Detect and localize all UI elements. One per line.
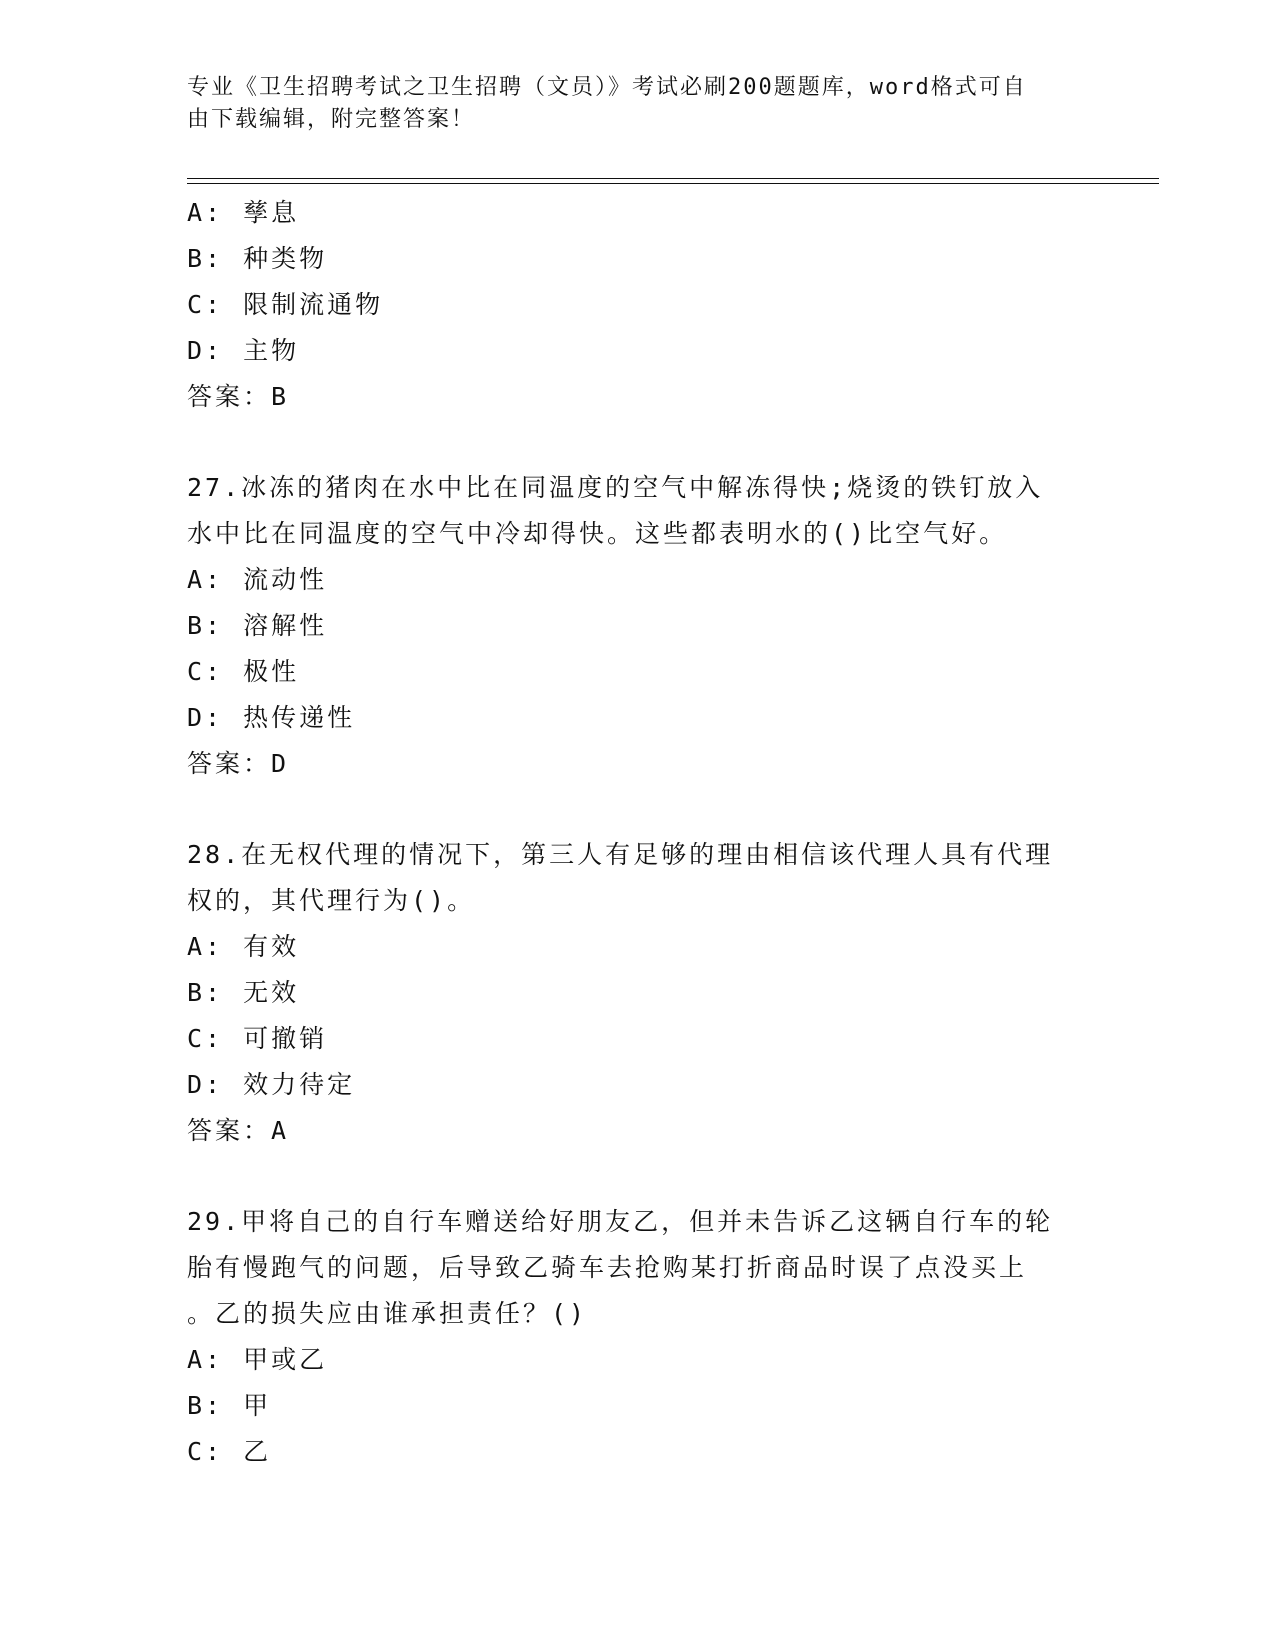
option-a: A: 流动性 <box>187 565 328 594</box>
header-line-1: 专业《卫生招聘考试之卫生招聘（文员）》考试必刷200题题库，word格式可自 <box>187 75 1027 100</box>
option-a: A: 有效 <box>187 932 300 961</box>
header-divider-top <box>187 178 1159 179</box>
question-29 <box>187 1199 1087 1475</box>
question-stem: 29.甲将自己的自行车赠送给好朋友乙，但并未告诉乙这辆自行车的轮 胎有慢跑气的问题，后导致乙骑车去抢购某打折商品时误了点没买上 。乙的损失应由谁承担责任？() <box>187 1207 1054 1328</box>
option-b: B: 种类物 <box>187 244 328 273</box>
carry-over-block <box>187 190 1087 420</box>
option-d: D: 热传递性 <box>187 703 356 732</box>
option-c: C: 极性 <box>187 657 300 686</box>
option-c: C: 限制流通物 <box>187 290 384 319</box>
option-b: B: 无效 <box>187 978 300 1007</box>
answer-line: 答案：A <box>187 1116 290 1145</box>
question-stem: 28.在无权代理的情况下，第三人有足够的理由相信该代理人具有代理 权的，其代理行为()。 <box>187 840 1054 915</box>
option-d: D: 效力待定 <box>187 1070 356 1099</box>
option-b: B: 溶解性 <box>187 611 328 640</box>
answer-line: 答案：D <box>187 749 290 778</box>
option-c: C: 乙 <box>187 1437 272 1466</box>
question-content <box>187 190 1087 1475</box>
option-a: A: 孳息 <box>187 198 300 227</box>
answer-line: 答案：B <box>187 382 290 411</box>
question-27 <box>187 465 1087 787</box>
question-stem: 27.冰冻的猪肉在水中比在同温度的空气中解冻得快;烧烫的铁钉放入 水中比在同温度的空气中冷却得快。这些都表明水的()比空气好。 <box>187 473 1044 548</box>
question-28 <box>187 832 1087 1154</box>
header-divider-bottom <box>187 183 1159 184</box>
option-a: A: 甲或乙 <box>187 1345 328 1374</box>
option-d: D: 主物 <box>187 336 300 365</box>
option-b: B: 甲 <box>187 1391 272 1420</box>
document-header <box>187 72 1067 136</box>
header-line-2: 由下载编辑，附完整答案！ <box>187 107 476 132</box>
option-c: C: 可撤销 <box>187 1024 328 1053</box>
